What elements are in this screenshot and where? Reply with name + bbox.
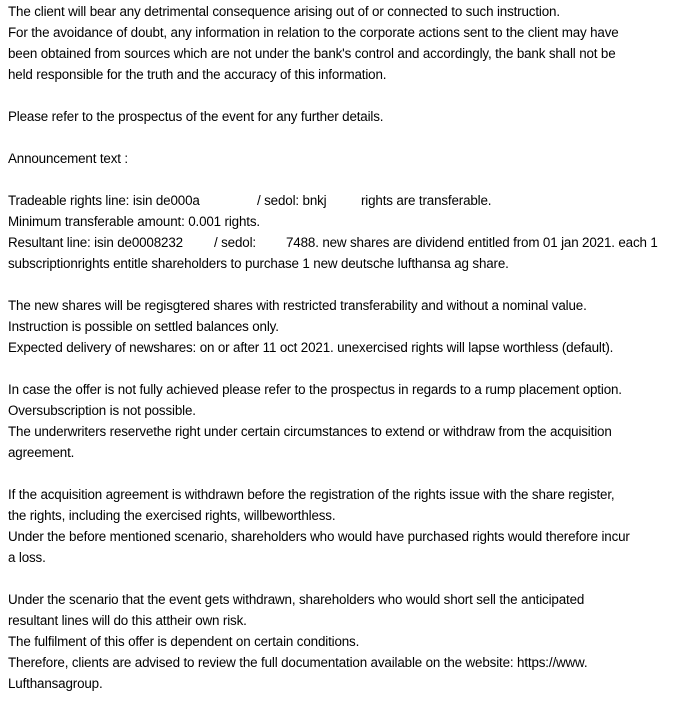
intro-paragraph: [8, 1, 690, 85]
prospectus-note: Please refer to the prospectus of the event for any further details.: [8, 109, 384, 124]
text-line: resultant lines will do this attheir own risk.: [8, 613, 247, 628]
rights-paragraph: [8, 190, 690, 274]
resultant-isin: Resultant line: isin de0008232: [8, 235, 183, 250]
announcement-heading: Announcement text :: [8, 151, 128, 166]
tradeable-isin: Tradeable rights line: isin de000a: [8, 193, 200, 208]
text-line: The client will bear any detrimental consequence arising out of or connected to such instruction.: [8, 4, 560, 19]
text-line: a loss.: [8, 550, 46, 565]
text-line: Oversubscription is not possible.: [8, 403, 196, 418]
paragraph-spacer: [8, 274, 690, 295]
dividend-entitlement: 7488. new shares are dividend entitled from 01 jan 2021. each 1: [286, 235, 658, 250]
text-line: agreement.: [8, 445, 75, 460]
text-line: For the avoidance of doubt, any information in relation to the corporate actions sent to the client may have: [8, 25, 619, 40]
paragraph-spacer: [8, 85, 690, 106]
text-line: If the acquisition agreement is withdrawn before the registration of the rights issue with the share register,: [8, 487, 615, 502]
text-line: Lufthansagroup.: [8, 676, 103, 691]
text-line: subscriptionrights entitle shareholders to purchase 1 new deutsche lufthansa ag share.: [8, 256, 509, 271]
paragraph-spacer: [8, 568, 690, 589]
transferability-note: rights are transferable.: [361, 193, 492, 208]
offer-paragraph: [8, 379, 690, 463]
text-line: In case the offer is not fully achieved please refer to the prospectus in regards to a rump placement option.: [8, 382, 622, 397]
text-line: been obtained from sources which are not under the bank's control and accordingly, the bank shall not be: [8, 46, 616, 61]
resultant-sedol: / sedol:: [214, 235, 256, 250]
text-line: Therefore, clients are advised to review the full documentation available on the website: https://www.: [8, 655, 588, 670]
risk-paragraph: [8, 589, 690, 694]
text-line: The fulfilment of this offer is dependent on certain conditions.: [8, 634, 360, 649]
minimum-amount-line: Minimum transferable amount: 0.001 rights.: [8, 214, 260, 229]
paragraph-spacer: [8, 127, 690, 148]
paragraph-spacer: [8, 169, 690, 190]
text-line: Under the scenario that the event gets withdrawn, shareholders who would short sell the anticipated: [8, 592, 585, 607]
text-line: The new shares will be regisgtered shares with restricted transferability and without a nominal value.: [8, 298, 587, 313]
text-line: The underwriters reservethe right under certain circumstances to extend or withdraw from the acquisition: [8, 424, 612, 439]
text-line: held responsible for the truth and the accuracy of this information.: [8, 67, 387, 82]
text-line: Under the before mentioned scenario, shareholders who would have purchased rights would therefore incur: [8, 529, 630, 544]
tradeable-sedol: / sedol: bnkj: [257, 193, 327, 208]
shares-paragraph: [8, 295, 690, 358]
tradeable-rights-line: [8, 190, 690, 211]
text-line: Instruction is possible on settled balances only.: [8, 319, 279, 334]
paragraph-spacer: [8, 463, 690, 484]
resultant-line: [8, 232, 690, 253]
withdrawal-paragraph: [8, 484, 690, 568]
paragraph-spacer: [8, 358, 690, 379]
text-line: the rights, including the exercised rights, willbeworthless.: [8, 508, 336, 523]
text-line: Expected delivery of newshares: on or after 11 oct 2021. unexercised rights will lapse worthless (default).: [8, 340, 614, 355]
